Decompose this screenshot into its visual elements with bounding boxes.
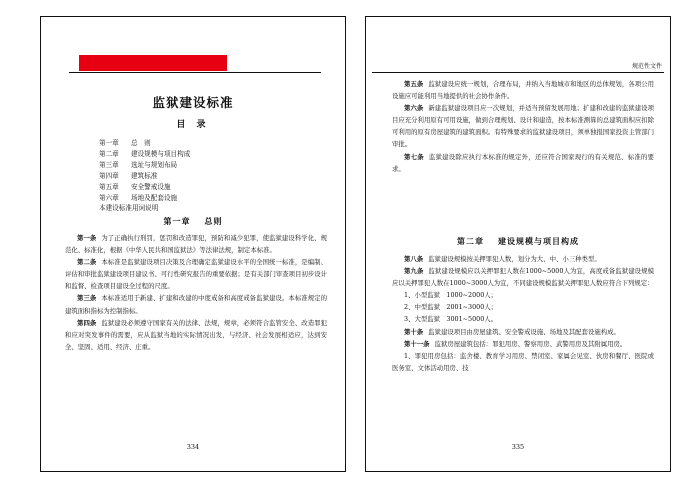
article-paragraph: 第六条 新建监狱建设项目应一次规划，并适当预留发展用地；扩建和改建的监狱建设项目应充分利用原有可用设施，做到合理规划、设计和建造，按本标准测算的总建筑面积应扣除可利用的原有房屋建筑的建筑面积。有特殊要求的监狱建设项目，须单独报国家投资主管部门审批。 [392, 104, 655, 149]
right-body-text-bottom [392, 253, 654, 374]
page-number: 334 [186, 443, 200, 451]
list-item: 1、小型监狱 1000~2000人； [404, 291, 498, 300]
article-paragraph: 第三条 本标准适用于新建、扩建和改建的中度戒备和高度戒备监狱建设。本标准规定的建筑面积指标为控制指标。 [65, 294, 328, 315]
left-page [40, 16, 346, 472]
left-body-text [65, 232, 327, 353]
article-paragraph: 第五条 监狱建设应统一规划，合理布局，并纳入当地城市和地区的总体规划，各项公用设施应可能利用当地提供的社会协作条件。 [392, 80, 655, 101]
toc-item: 第一章 总 则 [99, 139, 151, 147]
document-title: 监狱建设标准 [152, 95, 234, 110]
article-paragraph: 第一条 为了正确执行刑罚，惩罚和改造罪犯，预防和减少犯罪，使监狱建设科学化、规范化、标准化，根据《中华人民共和国监狱法》等法律法规，制定本标准。 [65, 234, 328, 255]
toc-title: 目 录 [176, 120, 210, 130]
page-number: 335 [511, 443, 525, 451]
toc-item: 第五章 安全警戒设施 [99, 182, 171, 191]
article-paragraph: 第二条 本标准是监狱建设项目决策及合理确定监狱建设水平的全国统一标准，是编制、评估和审批监狱建设项目建议书、可行性研究报告的重要依据；是有关部门审查项目初步设计和监督、检查项目建设全过程的尺度。 [65, 258, 328, 291]
article-paragraph: 第七条 监狱建设除应执行本标准的规定外，还应符合国家现行的有关规范、标准的要求。 [392, 152, 655, 173]
article-paragraph: 第九条 监狱建设规模应以关押罪犯人数在1000~5000人为宜，高度戒备监狱建设规模应以关押罪犯人数在1000~3000人为宜，不同建设规模监狱关押罪犯人数应符合下列规定： [392, 267, 654, 288]
toc-item: 本建设标准用词说明 [99, 204, 159, 213]
right-page [365, 16, 671, 472]
list-item: 2、中型监狱 2001~3000人； [404, 303, 498, 312]
toc-item: 第六章 场地及配套设施 [99, 193, 178, 202]
right-body-text-top [392, 78, 654, 175]
red-header-bar [79, 55, 227, 71]
article-paragraph: 第十条 监狱建设项目由房屋建筑、安全警戒设施、场地及其配套设施构成。 [404, 327, 620, 336]
list-item: 3、大型监狱 3001~5000人。 [404, 315, 498, 324]
chapter-heading: 第二章 建设规模与项目构成 [457, 236, 579, 246]
header-rule [69, 72, 321, 73]
running-header: 规范性文件 [631, 63, 662, 70]
article-paragraph: 第十一条 监狱房屋建筑包括：罪犯用房、警察用房、武警用房及其附属用房。 [404, 339, 627, 348]
chapter-heading: 第一章 总则 [163, 216, 223, 226]
table-of-contents [99, 138, 190, 214]
list-item: 1、罪犯用房包括：监舍楼、教育学习用房、禁闭室、家属会见室、伙房和餐厅、医院或医务室、文体活动用房、技 [392, 351, 654, 372]
article-paragraph: 第四条 监狱建设必须遵守国家有关的法律、法规，规章，必须符合监管安全、改造罪犯和应对突发事件的需要，应从监狱当地的实际情况出发，与经济、社会发展相适应，达到安全、坚固、适用、经济、庄重。 [65, 318, 328, 351]
header-rule [372, 72, 664, 73]
toc-item: 第四章 建筑标准 [99, 171, 158, 180]
article-paragraph: 第八条 监狱建设规模按关押罪犯人数，划分为大、中、小三种类型。 [404, 255, 601, 263]
toc-item: 第二章 建设规模与项目构成 [99, 149, 191, 158]
toc-item: 第三章 选址与规划布局 [99, 160, 178, 169]
